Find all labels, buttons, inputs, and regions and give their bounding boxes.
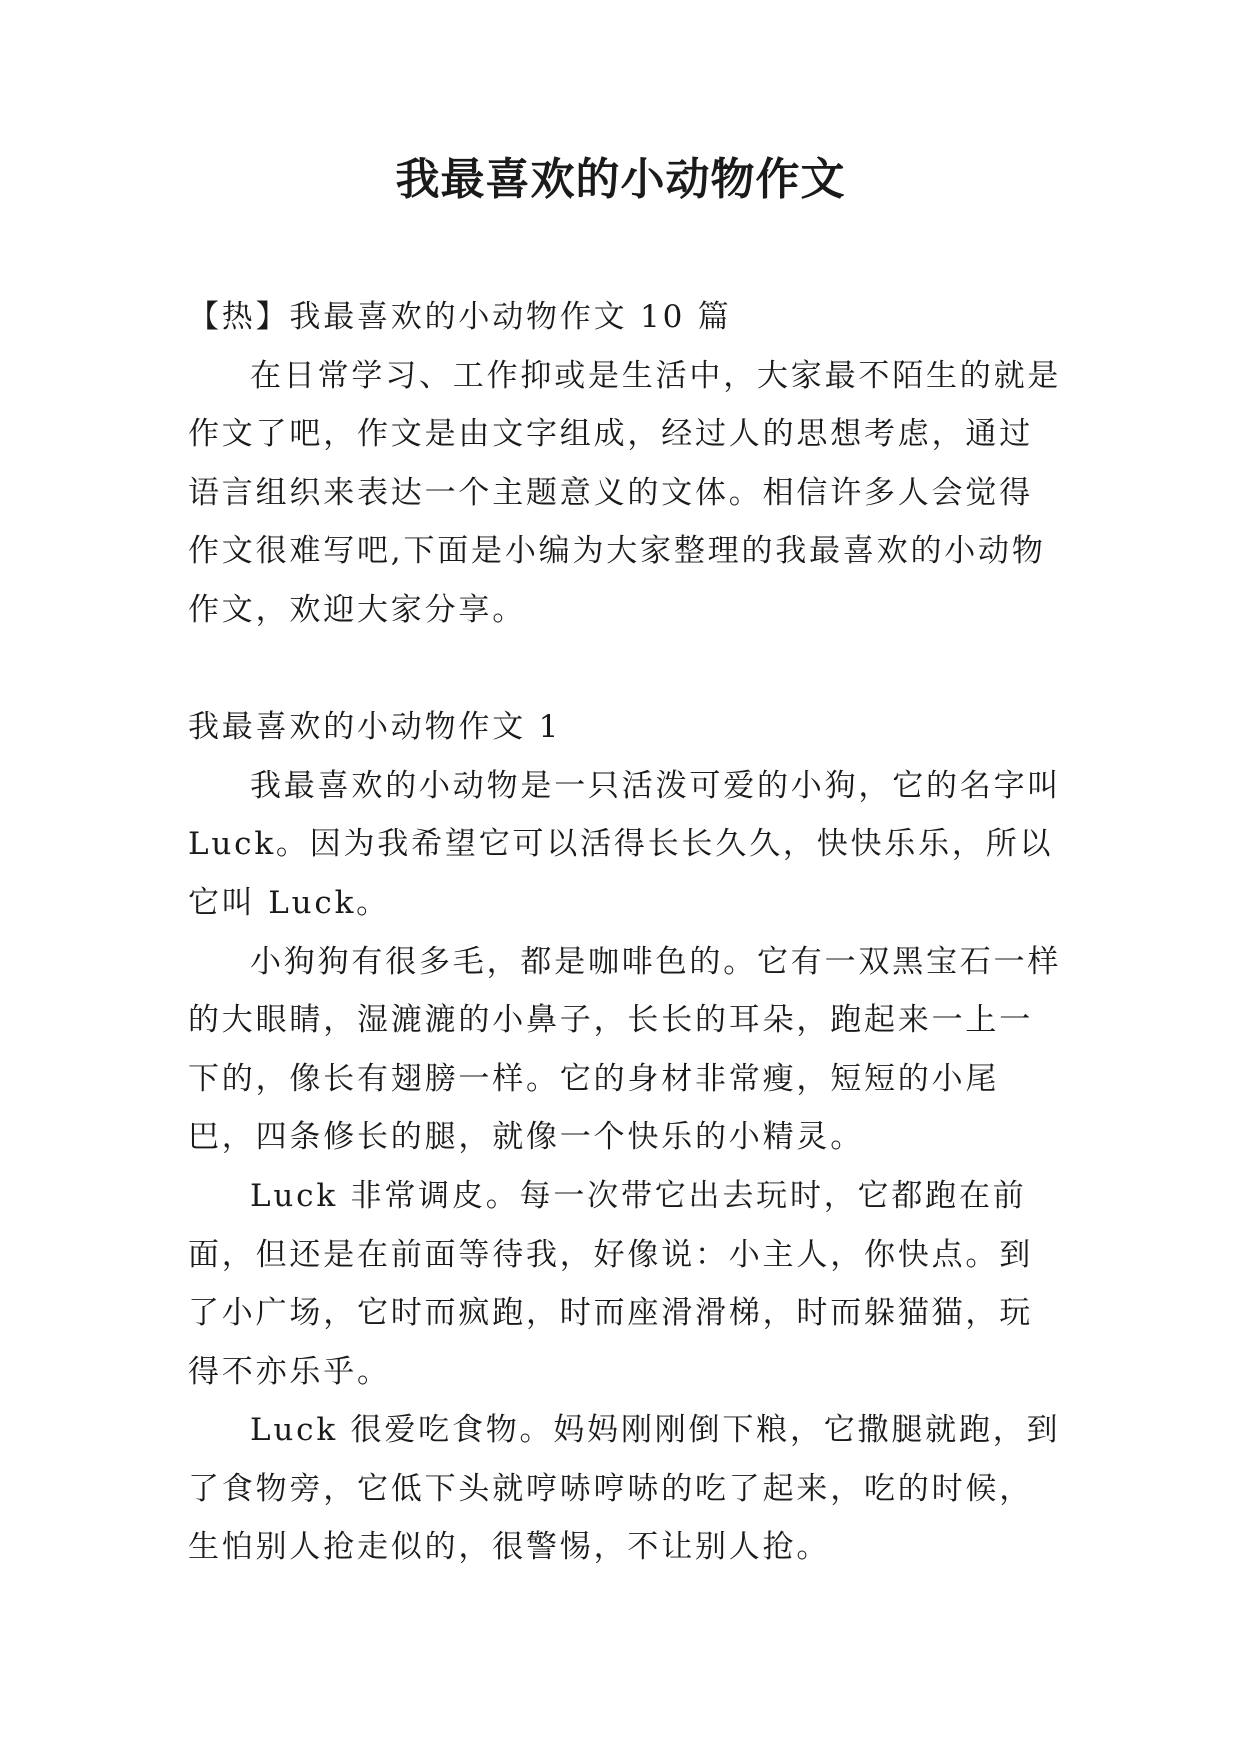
body-paragraph: Luck 很爱吃食物。妈妈刚刚倒下粮，它撒腿就跑，到了食物旁，它低下头就哼哧哼哧的吃了起来，吃的时候，生怕别人抢走似的，很警惕，不让别人抢。 — [188, 1412, 1061, 1566]
document-title: 我最喜欢的小动物作文 — [395, 154, 846, 205]
paragraph-spacer — [188, 640, 1062, 699]
body-paragraph: 我最喜欢的小动物是一只活泼可爱的小狗，它的名字叫 Luck。因为我希望它可以活得长长久久，快快乐乐，所以它叫 Luck。 — [188, 767, 1062, 921]
body-paragraph: 小狗狗有很多毛，都是咖啡色的。它有一双黑宝石一样的大眼睛，湿漉漉的小鼻子，长长的耳朵，跑起来一上一下的，像长有翅膀一样。它的身材非常瘦，短短的小尾巴，四条修长的腿，就像一个快乐的小精灵。 — [188, 943, 1062, 1156]
document-body — [188, 288, 1062, 1577]
section-heading: 我最喜欢的小动物作文 1 — [188, 709, 562, 746]
document-subtitle: 【热】我最喜欢的小动物作文 10 篇 — [188, 299, 732, 335]
body-paragraph: Luck 非常调皮。每一次带它出去玩时，它都跑在前面，但还是在前面等待我，好像说：小主人，你快点。到了小广场，它时而疯跑，时而座滑滑梯，时而躲猫猫，玩得不亦乐乎。 — [188, 1177, 1033, 1390]
intro-paragraph: 在日常学习、工作抑或是生活中，大家最不陌生的就是作文了吧，作文是由文字组成，经过人的思想考虑，通过语言组织来表达一个主题意义的文体。相信许多人会觉得作文很难写吧,下面是小编为大家整理的我最喜欢的小动物作文，欢迎大家分享。 — [188, 357, 1062, 628]
